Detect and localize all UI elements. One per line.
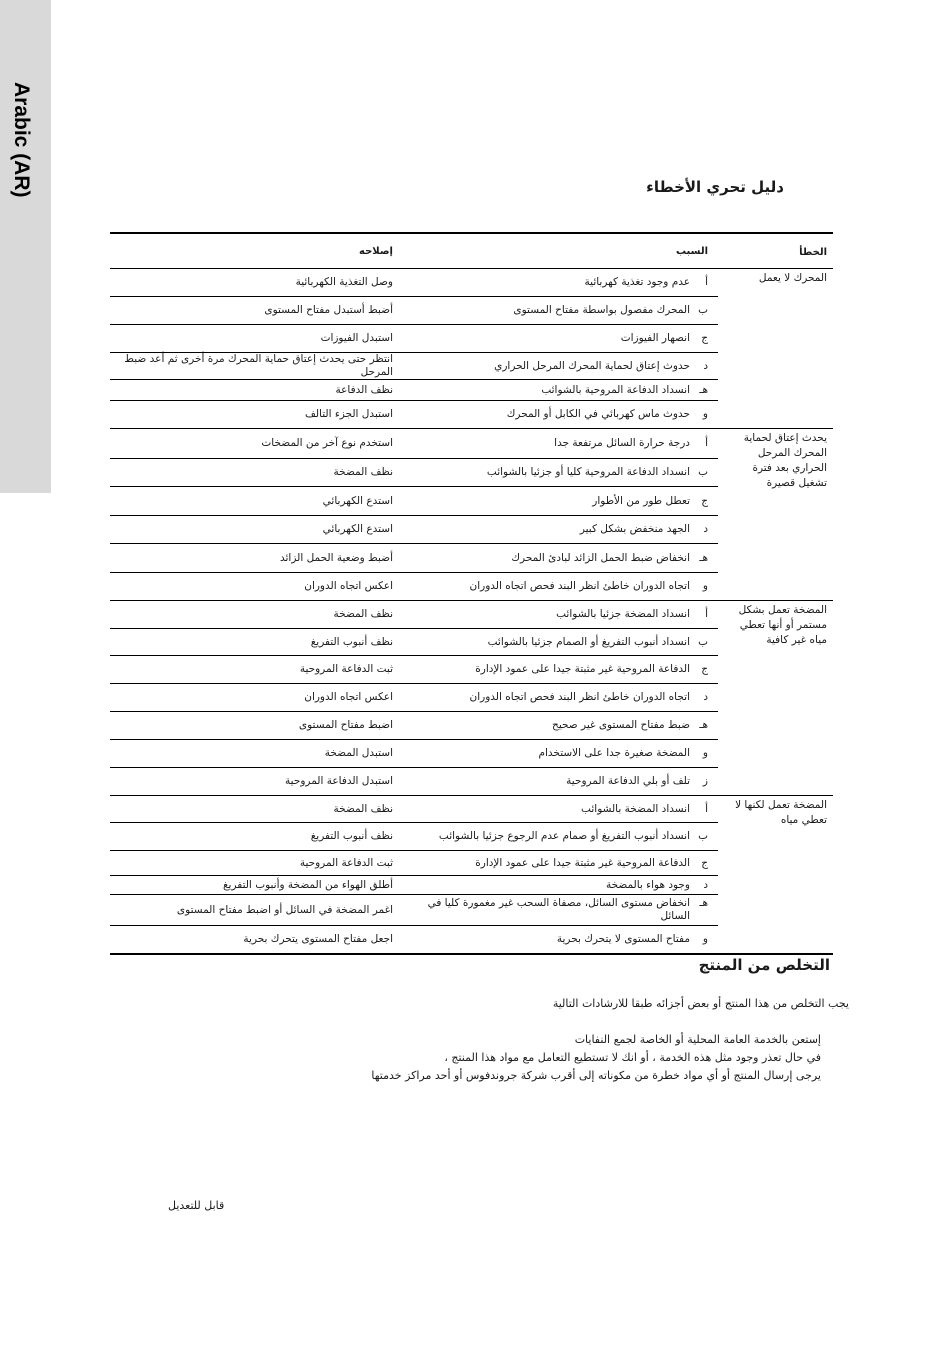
cause-cell [405, 857, 718, 870]
cause-cell [405, 276, 718, 289]
cause-letter: و [702, 933, 708, 945]
cause-text: تلف أو بلي الدفاعة المروحية [566, 775, 690, 787]
cause-cell [405, 691, 718, 704]
fault-group [110, 429, 833, 601]
cause-text: مفتاح المستوى لا يتحرك بحرية [556, 933, 690, 945]
header-cause: السبب [675, 245, 708, 257]
cause-cell [405, 803, 718, 816]
remedy-cell: نظف المضخة [333, 608, 393, 620]
cause-text: تعطل طور من الأطوار [592, 494, 690, 507]
table-row [110, 876, 718, 895]
remedy-cell: استبدل الجزء التالف [304, 408, 393, 420]
cause-letter: أ [705, 802, 708, 815]
cause-text: انسداد المضخة جزئيا بالشوائب [556, 608, 690, 620]
remedy-cell: اجعل مفتاح المستوى يتحرك بحرية [243, 933, 393, 945]
table-row [110, 325, 718, 353]
remedy-cell: ثبت الدفاعة المروحية [299, 856, 393, 869]
fault-group [110, 269, 833, 429]
remedy-cell: أضبط أستبدل مفتاح المستوى [264, 304, 393, 316]
cause-letter: ج [701, 494, 708, 507]
cause-cell [405, 466, 718, 479]
cause-letter: هـ [699, 551, 708, 564]
cause-text: الجهد منخفض بشكل كبير [579, 523, 690, 535]
remedy-cell: نظف الدفاعة [335, 383, 393, 396]
cause-text: اتجاه الدوران خاطئ انظر البند فحص اتجاه الدوران [469, 580, 690, 592]
cause-cell [405, 360, 718, 373]
cause-text: وجود هواء بالمضخة [605, 878, 690, 891]
table-row [110, 629, 718, 656]
cause-letter: ج [701, 663, 708, 675]
remedy-cell: نظف أنبوب التفريغ [310, 830, 393, 842]
table-row [110, 796, 718, 823]
cause-cell [405, 830, 718, 843]
cause-letter: هـ [699, 897, 708, 909]
cause-letter: د [703, 691, 708, 703]
table-row [110, 656, 718, 684]
cause-text: اتجاه الدوران خاطئ انظر البند فحص اتجاه الدوران [469, 691, 690, 703]
cause-cell [405, 663, 718, 676]
remedy-cell: استدع الكهربائي [322, 494, 393, 507]
table-row [110, 401, 718, 428]
cause-letter: أ [705, 608, 708, 620]
header-fault: الخطأ [799, 246, 827, 258]
cause-letter: ب [698, 635, 708, 648]
cause-text: انسداد الدفاعة المروحية كليا أو جزئيا بالشوائب [486, 466, 690, 478]
cause-letter: و [702, 580, 708, 592]
cause-cell [405, 636, 718, 649]
remedy-cell: استبدل الفيوزات [320, 332, 393, 344]
cause-letter: ج [701, 856, 708, 869]
table-row [110, 684, 718, 712]
table-row [110, 740, 718, 768]
table-row [110, 768, 718, 795]
remedy-cell: وصل التغذية الكهربائية [295, 276, 393, 288]
cause-cell [405, 580, 718, 593]
cause-letter: هـ [699, 383, 708, 396]
cause-text: حدوث ماس كهربائي في الكابل أو المحرك [506, 408, 690, 420]
cause-text: الدفاعة المروحية غير مثبتة جيدا على عمود الإدارة [475, 663, 690, 675]
cause-letter: هـ [699, 719, 708, 731]
cause-letter: ب [698, 304, 708, 316]
cause-cell [405, 408, 718, 421]
remedy-cell: نظف أنبوب التفريغ [310, 635, 393, 648]
cause-text: انسداد المضخة بالشوائب [581, 802, 690, 815]
remedy-cell: نظف المضخة [333, 802, 393, 815]
remedy-cell: استبدل الدفاعة المروحية [285, 775, 393, 787]
disposal-line-1: إستعن بالخدمة العامة المحلية أو الخاصة لجمع النفايات [574, 1033, 821, 1046]
table-row [110, 459, 718, 487]
table-row [110, 297, 718, 325]
cause-letter: د [703, 878, 708, 891]
table-row [110, 516, 718, 544]
language-side-tab [0, 0, 51, 493]
remedy-cell: اعكس اتجاه الدوران [304, 580, 393, 592]
cause-text: المحرك مفصول بواسطة مفتاح المستوى [513, 304, 690, 316]
cause-cell [405, 552, 718, 565]
table-row [110, 269, 718, 297]
cause-text: حدوث إعتاق لحماية المحرك المرحل الحراري [494, 359, 690, 372]
cause-cell [405, 304, 718, 317]
troubleshooting-table [110, 232, 833, 955]
cause-text: انسداد أنبوب التفريغ أو الصمام جزئيا بالشوائب [487, 635, 690, 648]
cause-cell [405, 523, 718, 536]
remedy-cell: اغمر المضخة في السائل أو اضبط مفتاح المستوى [176, 903, 393, 916]
table-row [110, 823, 718, 851]
disposal-title: التخلص من المنتج [698, 956, 830, 974]
fault-cell: المحرك لا يعمل [758, 272, 827, 284]
remedy-cell: استخدم نوع آخر من المضخات [261, 437, 393, 449]
cause-letter: د [703, 359, 708, 372]
cause-text: انخفاض مستوى السائل، مصفاة السحب غير مغمورة كليا في السائل [427, 897, 690, 922]
table-row [110, 712, 718, 740]
table-row [110, 544, 718, 573]
table-row [110, 353, 718, 380]
remedy-cell: نظف المضخة [333, 466, 393, 478]
remedy-cell: أضبط وضعية الحمل الزائد [279, 551, 393, 564]
cause-text: انسداد الدفاعة المروحية بالشوائب [541, 383, 690, 396]
disposal-intro: يجب التخلص من هذا المنتج أو بعض أجزائه طبقا للارشادات التالية [552, 997, 849, 1010]
cause-cell [405, 775, 718, 788]
remedy-cell: انتظر حتى يحدث إعتاق حماية المحرك مرة أخرى ثم أعد ضبط المرحل [124, 353, 393, 378]
cause-letter: ب [698, 830, 708, 842]
cause-cell [405, 719, 718, 732]
cause-text: درجة حرارة السائل مرتفعة جدا [554, 437, 690, 449]
cause-letter: د [703, 523, 708, 535]
table-row [110, 895, 718, 926]
cause-text: عدم وجود تغذية كهربائية [584, 276, 690, 288]
header-remedy: إصلاحه [359, 245, 393, 257]
table-row [110, 429, 718, 459]
fault-cell: يحدث إعتاق لحماية المحرك المرحل الحراري بعد فترة تشغيل قصيرة [743, 432, 827, 489]
fault-group [110, 601, 833, 796]
cause-letter: و [702, 408, 708, 420]
remedy-cell: اضبط مفتاح المستوى [298, 719, 393, 731]
cause-letter: ز [702, 775, 708, 787]
cause-letter: و [702, 747, 708, 759]
cause-cell [405, 897, 718, 923]
cause-text: انخفاض ضبط الحمل الزائد لبادئ المحرك [511, 551, 690, 564]
cause-text: ضبط مفتاح المستوى غير صحيح [552, 719, 690, 731]
remedy-cell: اعكس اتجاه الدوران [304, 691, 393, 703]
disposal-line-3: يرجى إرسال المنتج أو أي مواد خطرة من مكوناته إلى أقرب شركة جروندفوس أو أحد مراكز خدمتها [371, 1069, 821, 1082]
table-header-row [110, 232, 833, 269]
language-tab-label: Arabic (AR) [10, 82, 33, 198]
remedy-cell: استدع الكهربائي [322, 523, 393, 535]
disposal-line-2: في حال تعذر وجود مثل هذه الخدمة ، أو انك لا تستطيع التعامل مع مواد هذا المنتج ، [444, 1051, 821, 1064]
table-row [110, 573, 718, 600]
cause-cell [405, 879, 718, 892]
fault-group [110, 796, 833, 955]
subject-to-change-note: قابل للتعديل [168, 1199, 225, 1212]
cause-letter: أ [705, 437, 708, 449]
table-row [110, 487, 718, 516]
table-row [110, 380, 718, 401]
table-row [110, 926, 718, 953]
cause-text: الدفاعة المروحية غير مثبتة جيدا على عمود الإدارة [475, 856, 690, 869]
cause-cell [405, 495, 718, 508]
cause-cell [405, 608, 718, 621]
cause-letter: أ [705, 276, 708, 288]
cause-text: انصهار الفيوزات [620, 332, 690, 344]
cause-text: المضخة صغيرة جدا على الاستخدام [538, 747, 690, 759]
cause-cell [405, 332, 718, 345]
table-row [110, 851, 718, 876]
cause-cell [405, 384, 718, 397]
fault-cell: المضخة تعمل بشكل مستمر أو أنها تعطي مياه غير كافية [738, 604, 827, 646]
cause-cell [405, 747, 718, 760]
remedy-cell: أطلق الهواء من المضخة وأنبوب التفريغ [222, 878, 393, 891]
cause-text: انسداد أنبوب التفريغ أو صمام عدم الرجوع جزئيا بالشوائب [438, 830, 690, 842]
fault-cell: المضخة تعمل لكنها لا تعطي مياه [735, 799, 827, 826]
remedy-cell: ثبت الدفاعة المروحية [299, 663, 393, 675]
table-row [110, 601, 718, 629]
cause-cell [405, 933, 718, 946]
cause-letter: ب [698, 466, 708, 478]
remedy-cell: استبدل المضخة [324, 747, 393, 759]
cause-cell [405, 437, 718, 450]
cause-letter: ج [701, 332, 708, 344]
troubleshooting-title: دليل تحري الأخطاء [646, 178, 784, 196]
